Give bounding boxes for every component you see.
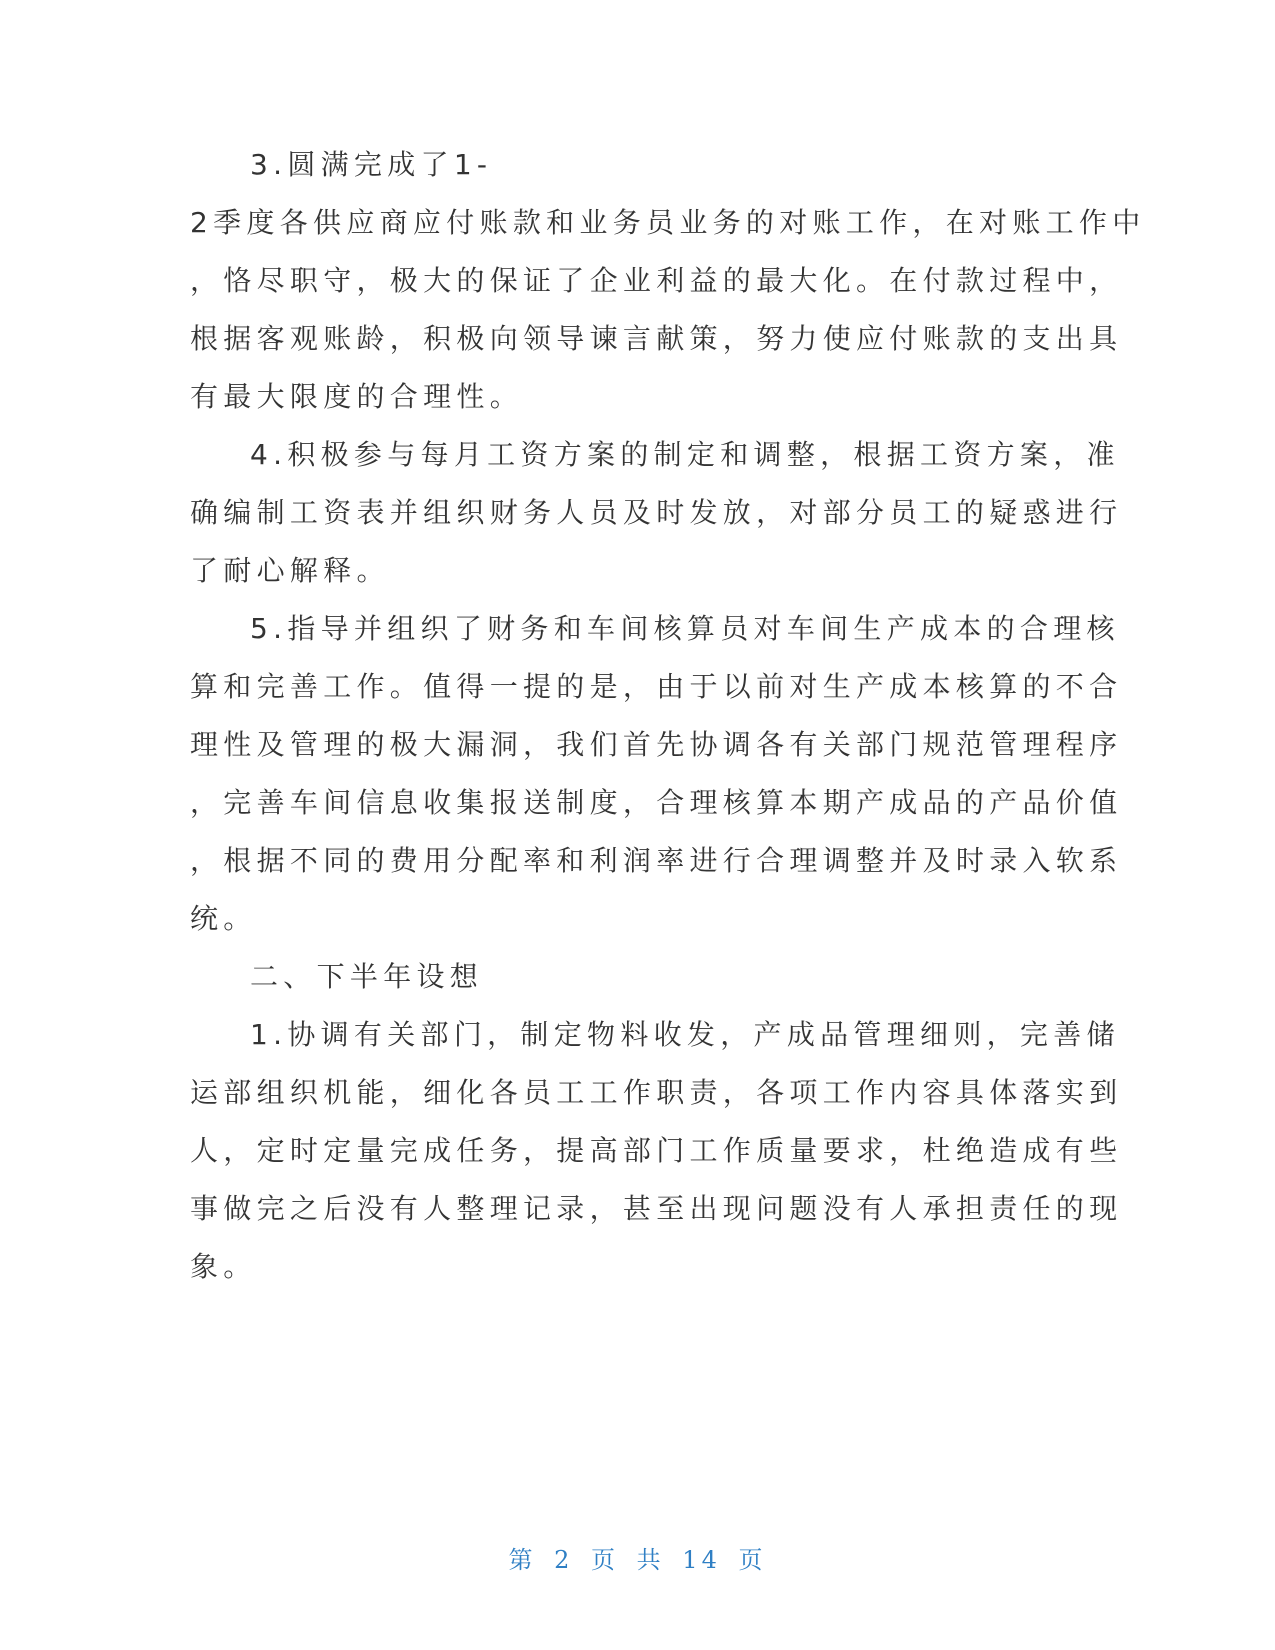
page-number-footer: 第 2 页 共 14 页 — [508, 1546, 767, 1574]
paragraph-3-line-2: 2季度各供应商应付账款和业务员业务的对账工作，在对账工作中 — [190, 206, 1146, 239]
paragraph-5-line-6: 统。 — [190, 902, 257, 935]
paragraph-plan-1-line-3: 人，定时定量完成任务，提高部门工作质量要求，杜绝造成有些 — [190, 1134, 1123, 1167]
section-heading: 二、下半年设想 — [250, 960, 484, 993]
paragraph-5-line-2: 算和完善工作。值得一提的是，由于以前对生产成本核算的不合 — [190, 670, 1123, 703]
paragraph-plan-1-line-2: 运部组织机能，细化各员工工作职责，各项工作内容具体落实到 — [190, 1076, 1123, 1109]
paragraph-3-line-1: 3.圆满完成了1- — [250, 148, 493, 181]
paragraph-plan-1-line-5: 象。 — [190, 1250, 257, 1283]
paragraph-5-line-1: 5.指导并组织了财务和车间核算员对车间生产成本的合理核 — [250, 612, 1120, 645]
paragraph-3-line-3: ，恪尽职守，极大的保证了企业利益的最大化。在付款过程中， — [190, 264, 1123, 297]
paragraph-4-line-2: 确编制工资表并组织财务人员及时发放，对部分员工的疑惑进行 — [190, 496, 1123, 529]
paragraph-5-line-4: ，完善车间信息收集报送制度，合理核算本期产成品的产品价值 — [190, 786, 1123, 819]
paragraph-4-line-3: 了耐心解释。 — [190, 554, 390, 587]
paragraph-plan-1-line-1: 1.协调有关部门，制定物料收发，产成品管理细则，完善储 — [250, 1018, 1120, 1051]
paragraph-5-line-3: 理性及管理的极大漏洞，我们首先协调各有关部门规范管理程序 — [190, 728, 1123, 761]
paragraph-3-line-5: 有最大限度的合理性。 — [190, 380, 524, 413]
paragraph-5-line-5: ，根据不同的费用分配率和利润率进行合理调整并及时录入软系 — [190, 844, 1123, 877]
paragraph-3-line-4: 根据客观账龄，积极向领导谏言献策，努力使应付账款的支出具 — [190, 322, 1123, 355]
paragraph-4-line-1: 4.积极参与每月工资方案的制定和调整，根据工资方案，准 — [250, 438, 1120, 471]
paragraph-plan-1-line-4: 事做完之后没有人整理记录，甚至出现问题没有人承担责任的现 — [190, 1192, 1123, 1225]
